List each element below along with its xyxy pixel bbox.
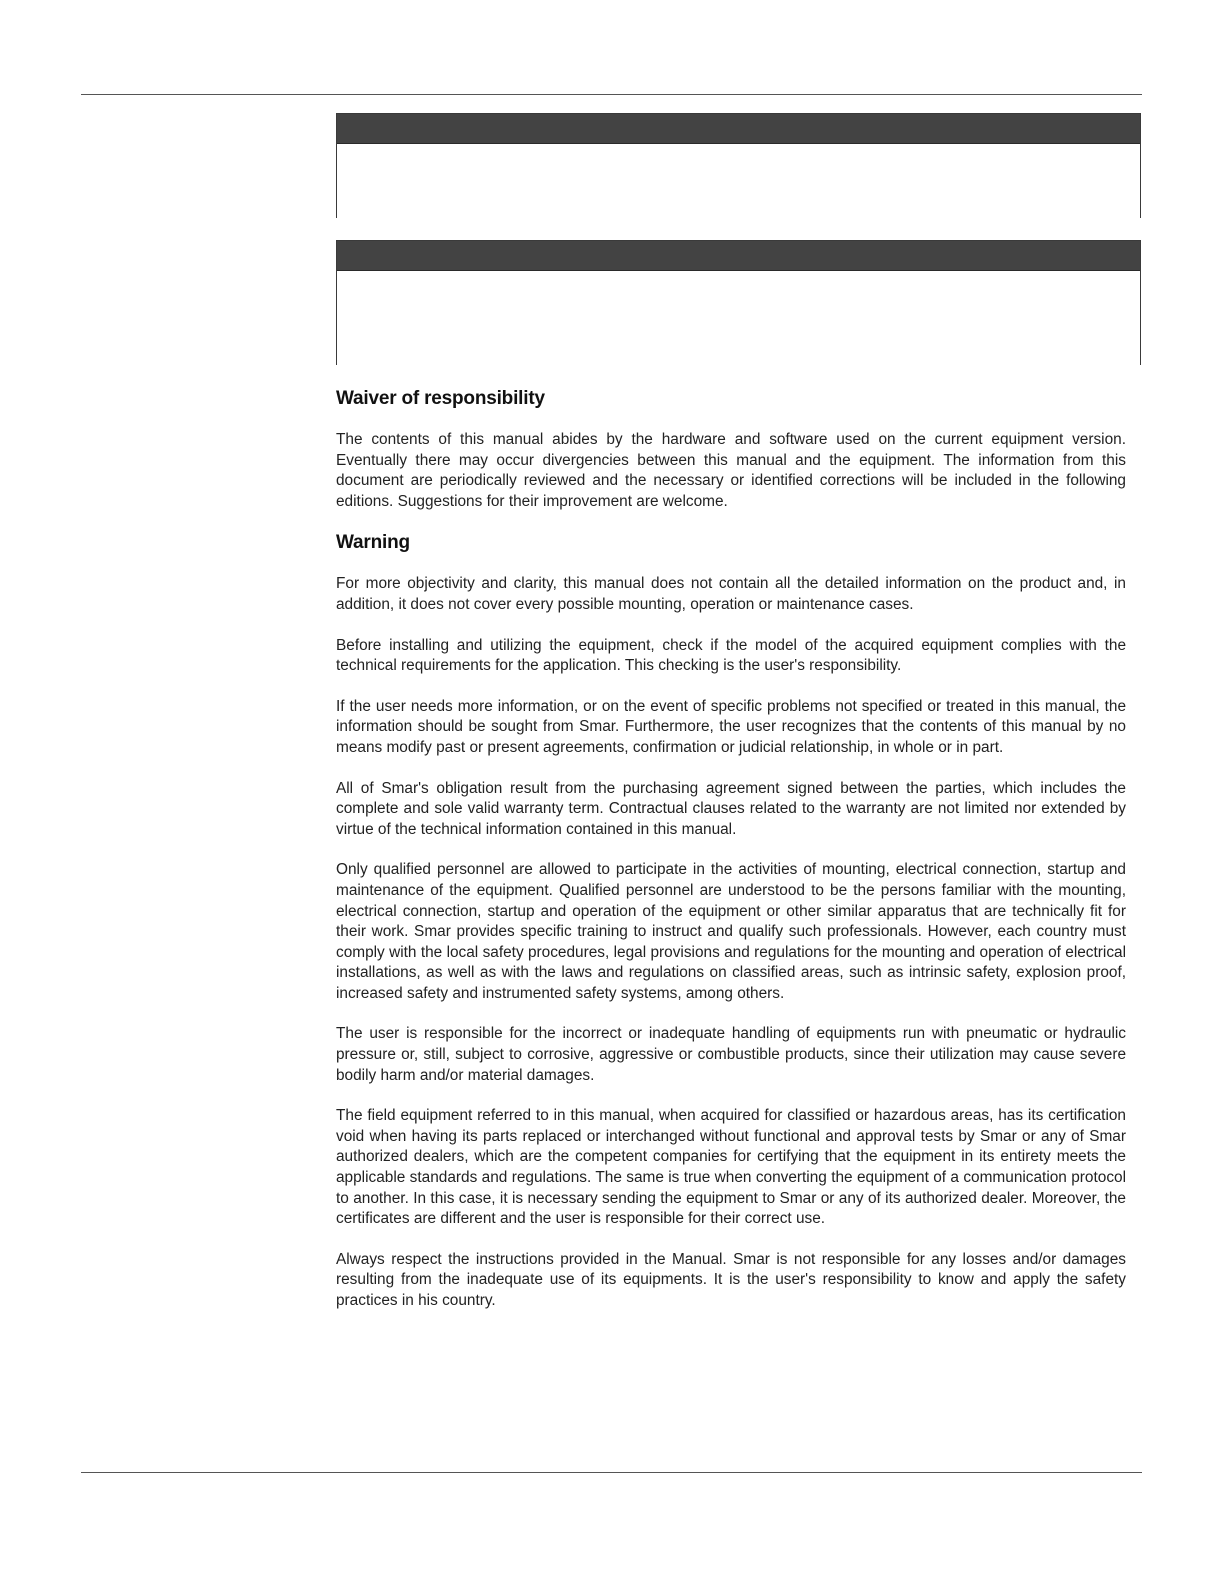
warning-heading: Warning [336, 532, 410, 554]
warning-paragraph-obligation: All of Smar's obligation result from the purchasing agreement signed between the parties, which includes the complete and sole valid warranty term. Contractual clauses related to the warranty are not limited nor extended by virtue of the technical information contained in this manual. [336, 779, 1126, 838]
warning-paragraph-handling: The user is responsible for the incorrect or inadequate handling of equipments run with pneumatic or hydraulic pressure or, still, subject to corrosive, aggressive or combustible products, since their utilization may cause severe bodily harm and/or material damages. [336, 1025, 1126, 1084]
notice-box-1 [336, 113, 1141, 218]
warning-paragraph-instructions: Always respect the instructions provided in the Manual. Smar is not responsible for any losses and/or damages resulting from the inadequate use of its equipments. It is the user's responsibility to know and apply the safety practices in his country. [336, 1250, 1126, 1309]
warning-paragraph-certification: The field equipment referred to in this manual, when acquired for classified or hazardous areas, has its certification void when having its parts replaced or interchanged without functional and approval tests by Smar or any of Smar authorized dealers, which are the competent companies for certifying that the equipment in its entirety meets the applicable standards and regulations. The same is true when converting the equipment of a communication protocol to another. In this case, it is necessary sending the equipment to Smar or any of its authorized dealer. Moreover, the certificates are different and the user is responsible for their correct use. [336, 1107, 1126, 1228]
header-rule [81, 94, 1142, 95]
page-content [336, 113, 1141, 1312]
footer-rule [81, 1472, 1142, 1473]
notice-box-2-header [337, 241, 1140, 271]
warning-paragraph-installation: Before installing and utilizing the equipment, check if the model of the acquired equipment complies with the technical requirements for the application. This checking is the user's responsibility. [336, 636, 1126, 675]
notice-box-2 [336, 240, 1141, 365]
notice-box-1-header [337, 114, 1140, 144]
waiver-heading: Waiver of responsibility [336, 388, 545, 409]
warning-paragraph-objectivity: For more objectivity and clarity, this manual does not contain all the detailed information on the product and, in addition, it does not cover every possible mounting, operation or maintenance cases. [336, 575, 1126, 613]
notice-box-2-body [337, 271, 1140, 365]
notice-box-1-body [337, 144, 1140, 218]
warning-paragraph-qualified-personnel: Only qualified personnel are allowed to participate in the activities of mounting, electrical connection, startup and maintenance of the equipment. Qualified personnel are understood to be the persons familiar with the mounting, electrical connection, startup and operation of the equipment or other similar apparatus that are technically fit for their work. Smar provides specific training to instruct and qualify such professionals. However, each country must comply with the local safety procedures, legal provisions and regulations for the mounting and operation of electrical installations, as well as with the laws and regulations on classified areas, such as intrinsic safety, explosion proof, increased safety and instrumented safety systems, among others. [336, 861, 1126, 1002]
waiver-paragraph: The contents of this manual abides by the hardware and software used on the current equipment version. Eventually there may occur divergencies between this manual and the equipment. The information from this document are periodically reviewed and the necessary or identified corrections will be included in the following editions. Suggestions for their improvement are welcome. [336, 431, 1126, 510]
warning-paragraph-more-information: If the user needs more information, or on the event of specific problems not specified or treated in this manual, the information should be sought from Smar. Furthermore, the user recognizes that the contents of this manual by no means modify past or present agreements, confirmation or judicial relationship, in whole or in part. [336, 697, 1126, 756]
